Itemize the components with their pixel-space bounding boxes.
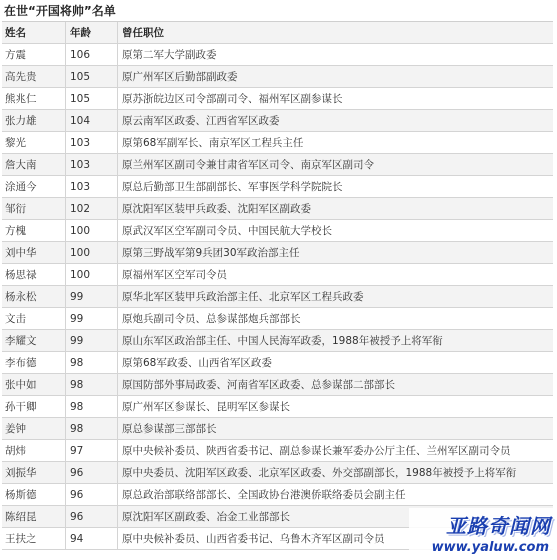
row-position-cell: 原总参谋部三部部长 <box>122 423 217 435</box>
table-row <box>2 242 553 264</box>
row-name-cell: 杨思禄 <box>2 264 66 285</box>
row-name-cell: 方震 <box>2 44 66 65</box>
row-name-cell: 姜钟 <box>2 418 66 439</box>
row-position-cell: 原总政治部联络部部长、全国政协台港澳侨联络委员会副主任 <box>122 489 406 501</box>
page-title: 在世“开国将帅”名单 <box>4 4 116 18</box>
column-header-name: 姓名 <box>2 22 66 43</box>
row-age-cell: 94 <box>66 528 118 549</box>
site-watermark <box>409 508 555 558</box>
table-row <box>2 88 553 110</box>
row-name-cell: 陈绍昆 <box>2 506 66 527</box>
row-position-cell: 原国防部外事局政委、河南省军区政委、总参谋部二部部长 <box>122 379 395 391</box>
watermark-url: www.yaluw.com <box>431 540 549 555</box>
row-name-cell: 杨斯德 <box>2 484 66 505</box>
row-age-cell: 103 <box>66 176 118 197</box>
row-age-cell: 96 <box>66 484 118 505</box>
row-name-cell: 文击 <box>2 308 66 329</box>
row-age-cell: 105 <box>66 66 118 87</box>
row-position-cell: 原广州军区参谋长、昆明军区参谋长 <box>122 401 290 413</box>
row-name-cell: 胡炜 <box>2 440 66 461</box>
row-age-cell: 104 <box>66 110 118 131</box>
row-name-cell: 张力雄 <box>2 110 66 131</box>
row-age-cell: 96 <box>66 506 118 527</box>
table-row <box>2 176 553 198</box>
table-row <box>2 374 553 396</box>
row-age-cell: 98 <box>66 418 118 439</box>
row-age-cell: 98 <box>66 396 118 417</box>
table-row <box>2 484 553 506</box>
row-position-cell: 原第三野战军第9兵团30军政治部主任 <box>122 247 300 259</box>
table-row <box>2 330 553 352</box>
column-header-position: 曾任职位 <box>122 27 164 39</box>
row-name-cell: 杨永松 <box>2 286 66 307</box>
table-row <box>2 352 553 374</box>
row-age-cell: 99 <box>66 308 118 329</box>
row-age-cell: 97 <box>66 440 118 461</box>
row-age-cell: 100 <box>66 242 118 263</box>
row-position-cell: 原兰州军区副司令兼甘肃省军区司令、南京军区副司令 <box>122 159 374 171</box>
row-age-cell: 105 <box>66 88 118 109</box>
row-age-cell: 99 <box>66 286 118 307</box>
row-age-cell: 103 <box>66 154 118 175</box>
table-row <box>2 154 553 176</box>
row-position-cell: 原武汉军区空军副司令员、中国民航大学校长 <box>122 225 332 237</box>
row-name-cell: 李耀文 <box>2 330 66 351</box>
row-position-cell: 原第二军大学副政委 <box>122 49 217 61</box>
row-position-cell: 原福州军区空军司令员 <box>122 269 227 281</box>
row-position-cell: 原第68军副军长、南京军区工程兵主任 <box>122 137 304 149</box>
table-header-row <box>2 22 553 44</box>
row-position-cell: 原沈阳军区装甲兵政委、沈阳军区副政委 <box>122 203 311 215</box>
row-name-cell: 李布德 <box>2 352 66 373</box>
table-row <box>2 264 553 286</box>
row-position-cell: 原云南军区政委、江西省军区政委 <box>122 115 280 127</box>
row-name-cell: 孙干卿 <box>2 396 66 417</box>
row-name-cell: 高先贵 <box>2 66 66 87</box>
table-row <box>2 286 553 308</box>
row-name-cell: 方槐 <box>2 220 66 241</box>
row-position-cell: 原总后勤部卫生部副部长、军事医学科学院院长 <box>122 181 343 193</box>
row-position-cell: 原山东军区政治部主任、中国人民海军政委，1988年被授予上将军衔 <box>122 335 443 347</box>
row-age-cell: 103 <box>66 132 118 153</box>
row-name-cell: 刘振华 <box>2 462 66 483</box>
row-age-cell: 102 <box>66 198 118 219</box>
watermark-logo-text: 亚路奇闻网 <box>446 514 551 538</box>
table-row <box>2 440 553 462</box>
table-row <box>2 132 553 154</box>
row-name-cell: 张中如 <box>2 374 66 395</box>
table-row <box>2 308 553 330</box>
row-age-cell: 100 <box>66 264 118 285</box>
row-age-cell: 100 <box>66 220 118 241</box>
row-name-cell: 邹衍 <box>2 198 66 219</box>
table-row <box>2 462 553 484</box>
table-row <box>2 198 553 220</box>
table-row <box>2 110 553 132</box>
row-age-cell: 98 <box>66 352 118 373</box>
table-row <box>2 396 553 418</box>
row-age-cell: 96 <box>66 462 118 483</box>
row-name-cell: 黎光 <box>2 132 66 153</box>
row-name-cell: 詹大南 <box>2 154 66 175</box>
column-header-age: 年龄 <box>66 22 118 43</box>
row-age-cell: 99 <box>66 330 118 351</box>
roster-table <box>2 21 553 550</box>
row-position-cell: 原中央委员、沈阳军区政委、北京军区政委、外交部副部长，1988年被授予上将军衔 <box>122 467 517 479</box>
row-position-cell: 原广州军区后勤部副政委 <box>122 71 238 83</box>
table-row <box>2 220 553 242</box>
table-body <box>2 44 553 550</box>
row-position-cell: 原中央候补委员、陕西省委书记、副总参谋长兼军委办公厅主任、兰州军区副司令员 <box>122 445 511 457</box>
table-row <box>2 66 553 88</box>
row-name-cell: 涂通今 <box>2 176 66 197</box>
table-row <box>2 418 553 440</box>
row-position-cell: 原沈阳军区副政委、冶金工业部部长 <box>122 511 290 523</box>
row-position-cell: 原炮兵副司令员、总参谋部炮兵部部长 <box>122 313 301 325</box>
row-name-cell: 刘中华 <box>2 242 66 263</box>
row-name-cell: 王扶之 <box>2 528 66 549</box>
row-position-cell: 原中央候补委员、山西省委书记、乌鲁木齐军区副司令员 <box>122 533 385 545</box>
table-row <box>2 44 553 66</box>
row-age-cell: 106 <box>66 44 118 65</box>
row-position-cell: 原第68军政委、山西省军区政委 <box>122 357 272 369</box>
row-age-cell: 98 <box>66 374 118 395</box>
row-position-cell: 原苏浙皖边区司令部副司令、福州军区副参谋长 <box>122 93 343 105</box>
row-name-cell: 熊兆仁 <box>2 88 66 109</box>
row-position-cell: 原华北军区装甲兵政治部主任、北京军区工程兵政委 <box>122 291 364 303</box>
